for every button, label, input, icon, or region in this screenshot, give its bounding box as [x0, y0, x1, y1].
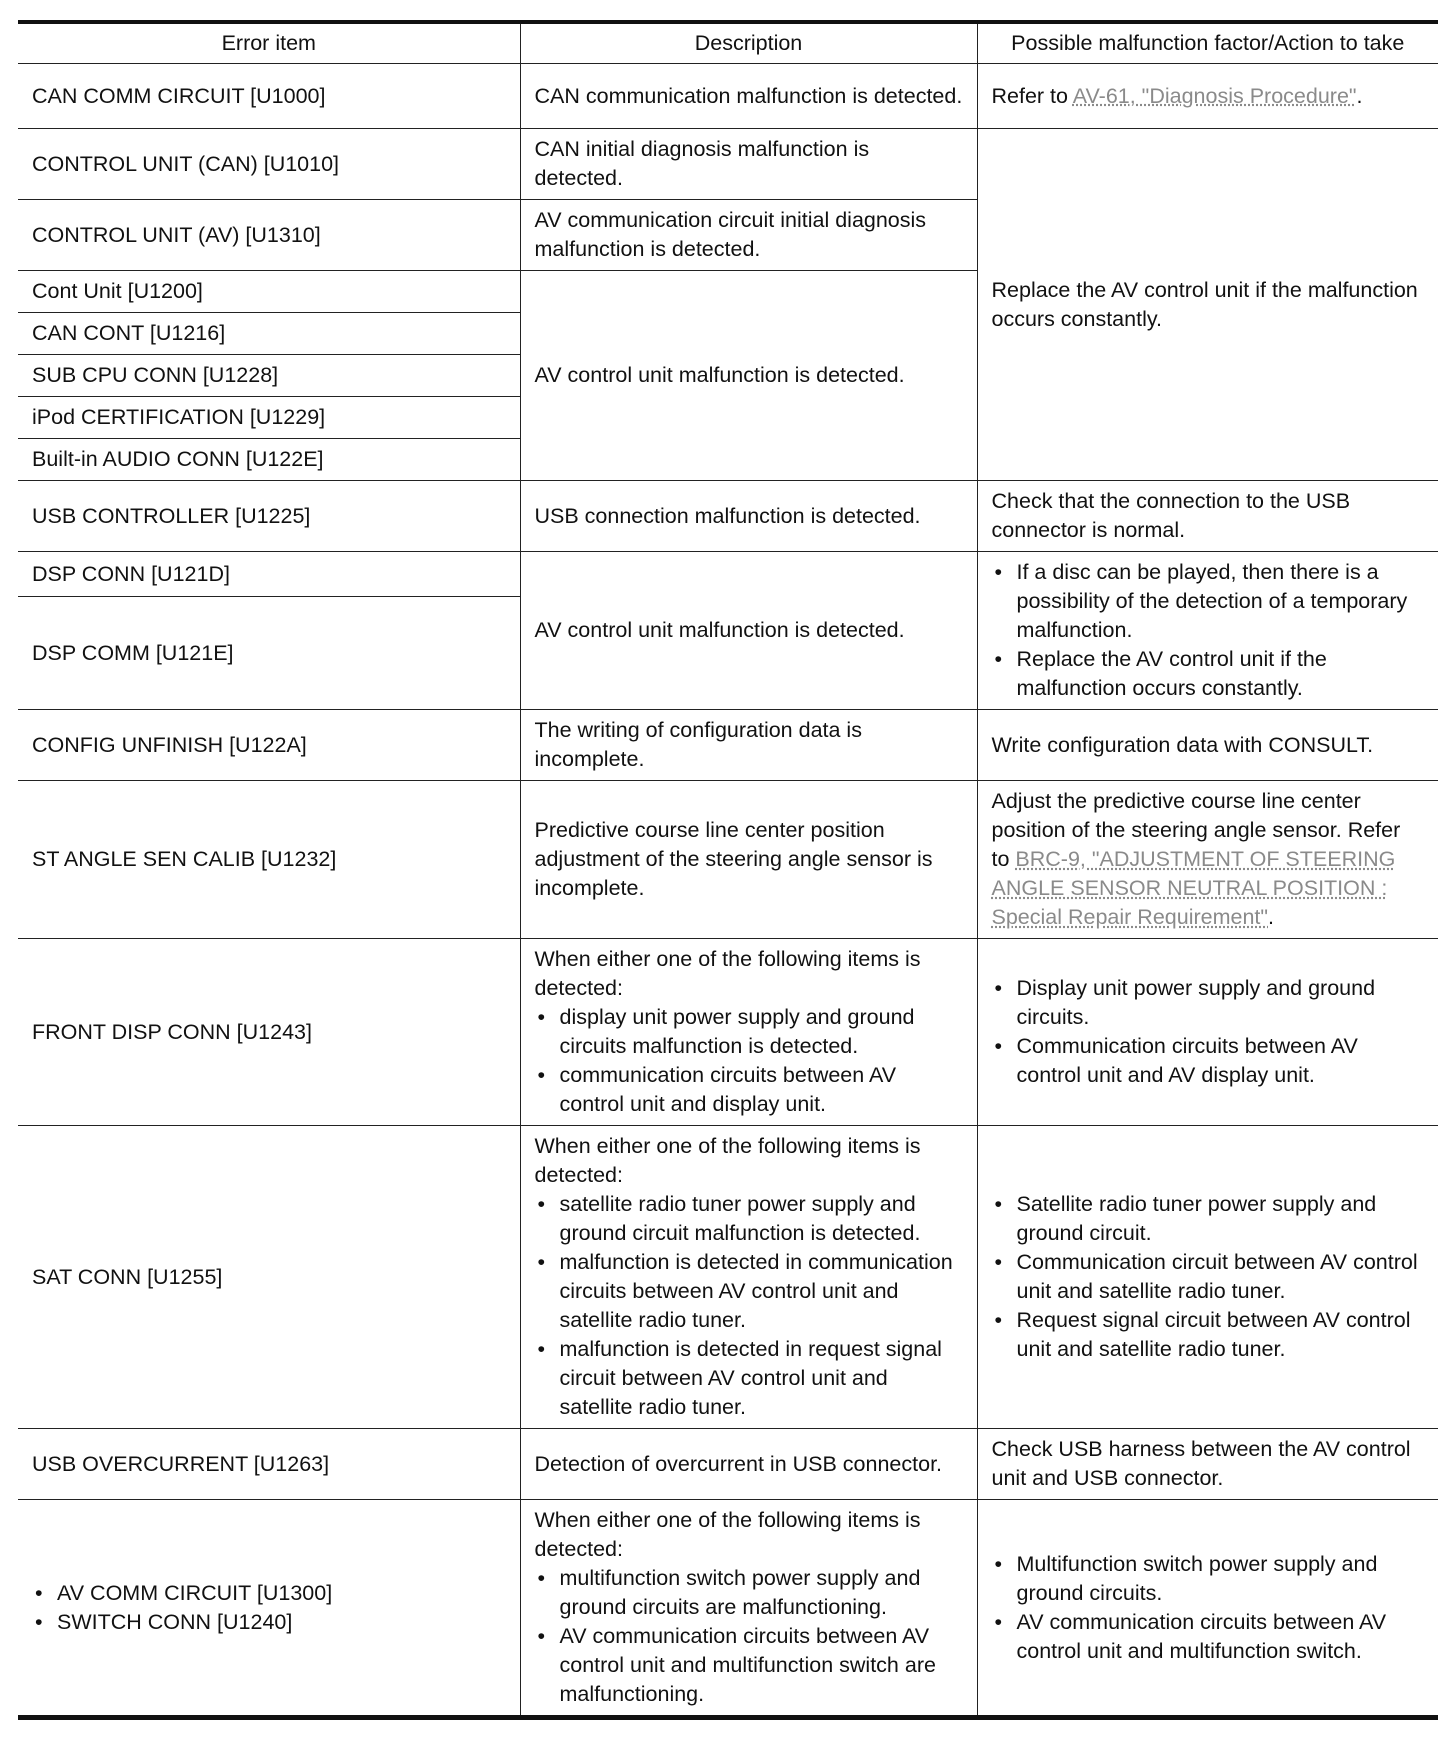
description-list	[535, 1003, 963, 1119]
description: AV communication circuit initial diagnosis malfunction is detected.	[520, 200, 977, 271]
error-item-table	[18, 20, 1438, 1720]
action	[977, 552, 1438, 710]
description: AV control unit malfunction is detected.	[520, 271, 977, 481]
header-error-item: Error item	[18, 22, 520, 64]
list-item: • Communication circuit between AV control unit and satellite radio tuner.	[992, 1248, 1425, 1306]
table-row	[18, 710, 1438, 781]
action-list	[992, 1190, 1425, 1364]
table-row	[18, 1500, 1438, 1718]
action-suffix: .	[1268, 905, 1275, 929]
action-text: Refer to	[991, 83, 1073, 108]
table-row	[18, 481, 1438, 552]
action	[977, 1500, 1438, 1718]
list-item: • satellite radio tuner power supply and ground circuit malfunction is detected.	[535, 1190, 963, 1248]
table-row	[18, 552, 1438, 597]
list-item: • malfunction is detected in communication circuits between AV control unit and satellite radio tuner.	[535, 1248, 963, 1335]
list-item: • Display unit power supply and ground circuits.	[992, 974, 1425, 1032]
list-item: • Multifunction switch power supply and ground circuits.	[992, 1550, 1425, 1608]
description	[520, 939, 977, 1126]
description: CAN initial diagnosis malfunction is detected.	[520, 129, 977, 200]
header-description: Description	[520, 22, 977, 64]
list-item: • Satellite radio tuner power supply and ground circuit.	[992, 1190, 1425, 1248]
action: Replace the AV control unit if the malfunction occurs constantly.	[977, 129, 1438, 481]
table-row	[18, 939, 1438, 1126]
error-item: USB OVERCURRENT [U1263]	[18, 1429, 520, 1500]
action-text: Refer to	[991, 818, 1401, 871]
table-header-row	[18, 22, 1438, 64]
error-item: DSP CONN [U121D]	[18, 552, 520, 597]
action-list	[992, 558, 1425, 703]
error-item: CONFIG UNFINISH [U122A]	[18, 710, 520, 781]
error-item: FRONT DISP CONN [U1243]	[18, 939, 520, 1126]
table-row	[18, 64, 1438, 129]
list-item: • display unit power supply and ground circuits malfunction is detected.	[535, 1003, 963, 1061]
action-list	[992, 974, 1425, 1090]
error-item: Cont Unit [U1200]	[18, 271, 520, 313]
error-item: ST ANGLE SEN CALIB [U1232]	[18, 781, 520, 939]
action	[977, 64, 1438, 129]
error-item: Built-in AUDIO CONN [U122E]	[18, 439, 520, 481]
table-row	[18, 1429, 1438, 1500]
header-action: Possible malfunction factor/Action to take	[977, 22, 1438, 64]
action: Write configuration data with CONSULT.	[977, 710, 1438, 781]
list-item: • If a disc can be played, then there is a possibility of the detection of a temporary malfunction.	[992, 558, 1425, 645]
reference-link[interactable]: AV-61, "Diagnosis Procedure"	[1072, 83, 1357, 108]
error-item: CAN CONT [U1216]	[18, 313, 520, 355]
list-item: • AV COMM CIRCUIT [U1300]	[32, 1579, 506, 1608]
error-item: SUB CPU CONN [U1228]	[18, 355, 520, 397]
action-suffix: .	[1356, 83, 1363, 108]
reference-link[interactable]: BRC-9, "ADJUSTMENT OF STEERING ANGLE SENSOR NEUTRAL POSITION : Special Repair Requirement"	[991, 847, 1396, 929]
description-intro: When either one of the following items is detected:	[534, 947, 921, 1000]
list-item: • AV communication circuits between AV control unit and multifunction switch.	[992, 1608, 1425, 1666]
table-row	[18, 1126, 1438, 1429]
error-item: CONTROL UNIT (AV) [U1310]	[18, 200, 520, 271]
description: USB connection malfunction is detected.	[520, 481, 977, 552]
action-list	[992, 1550, 1425, 1666]
description	[520, 1126, 977, 1429]
table-row	[18, 781, 1438, 939]
list-item: • SWITCH CONN [U1240]	[32, 1608, 506, 1637]
error-item-list	[32, 1579, 506, 1637]
action: Check that the connection to the USB connector is normal.	[977, 481, 1438, 552]
table-row	[18, 129, 1438, 200]
list-item: • Replace the AV control unit if the malfunction occurs constantly.	[992, 645, 1425, 703]
description-list	[535, 1564, 963, 1709]
action-text: Adjust the predictive course line center position of the steering angle sensor.	[991, 789, 1361, 842]
list-item: • AV communication circuits between AV control unit and multifunction switch are malfunctioning.	[535, 1622, 963, 1709]
description-intro: When either one of the following items is detected:	[534, 1508, 921, 1561]
error-item	[18, 1500, 520, 1718]
action: Check USB harness between the AV control unit and USB connector.	[977, 1429, 1438, 1500]
error-item: SAT CONN [U1255]	[18, 1126, 520, 1429]
error-item: USB CONTROLLER [U1225]	[18, 481, 520, 552]
list-item: • communication circuits between AV control unit and display unit.	[535, 1061, 963, 1119]
description: The writing of configuration data is incomplete.	[520, 710, 977, 781]
description-list	[535, 1190, 963, 1422]
description: Predictive course line center position adjustment of the steering angle sensor is incomplete.	[520, 781, 977, 939]
action	[977, 939, 1438, 1126]
list-item: • multifunction switch power supply and ground circuits are malfunctioning.	[535, 1564, 963, 1622]
error-item: CAN COMM CIRCUIT [U1000]	[18, 64, 520, 129]
description: AV control unit malfunction is detected.	[520, 552, 977, 710]
description	[520, 1500, 977, 1718]
description: CAN communication malfunction is detected.	[520, 64, 977, 129]
action	[977, 1126, 1438, 1429]
error-item: iPod CERTIFICATION [U1229]	[18, 397, 520, 439]
error-item: CONTROL UNIT (CAN) [U1010]	[18, 129, 520, 200]
list-item: • Request signal circuit between AV control unit and satellite radio tuner.	[992, 1306, 1425, 1364]
description-intro: When either one of the following items is detected:	[534, 1134, 921, 1187]
list-item: • malfunction is detected in request signal circuit between AV control unit and satellite radio tuner.	[535, 1335, 963, 1422]
error-item: DSP COMM [U121E]	[18, 597, 520, 710]
action	[977, 781, 1438, 939]
description: Detection of overcurrent in USB connector.	[520, 1429, 977, 1500]
list-item: • Communication circuits between AV control unit and AV display unit.	[992, 1032, 1425, 1090]
